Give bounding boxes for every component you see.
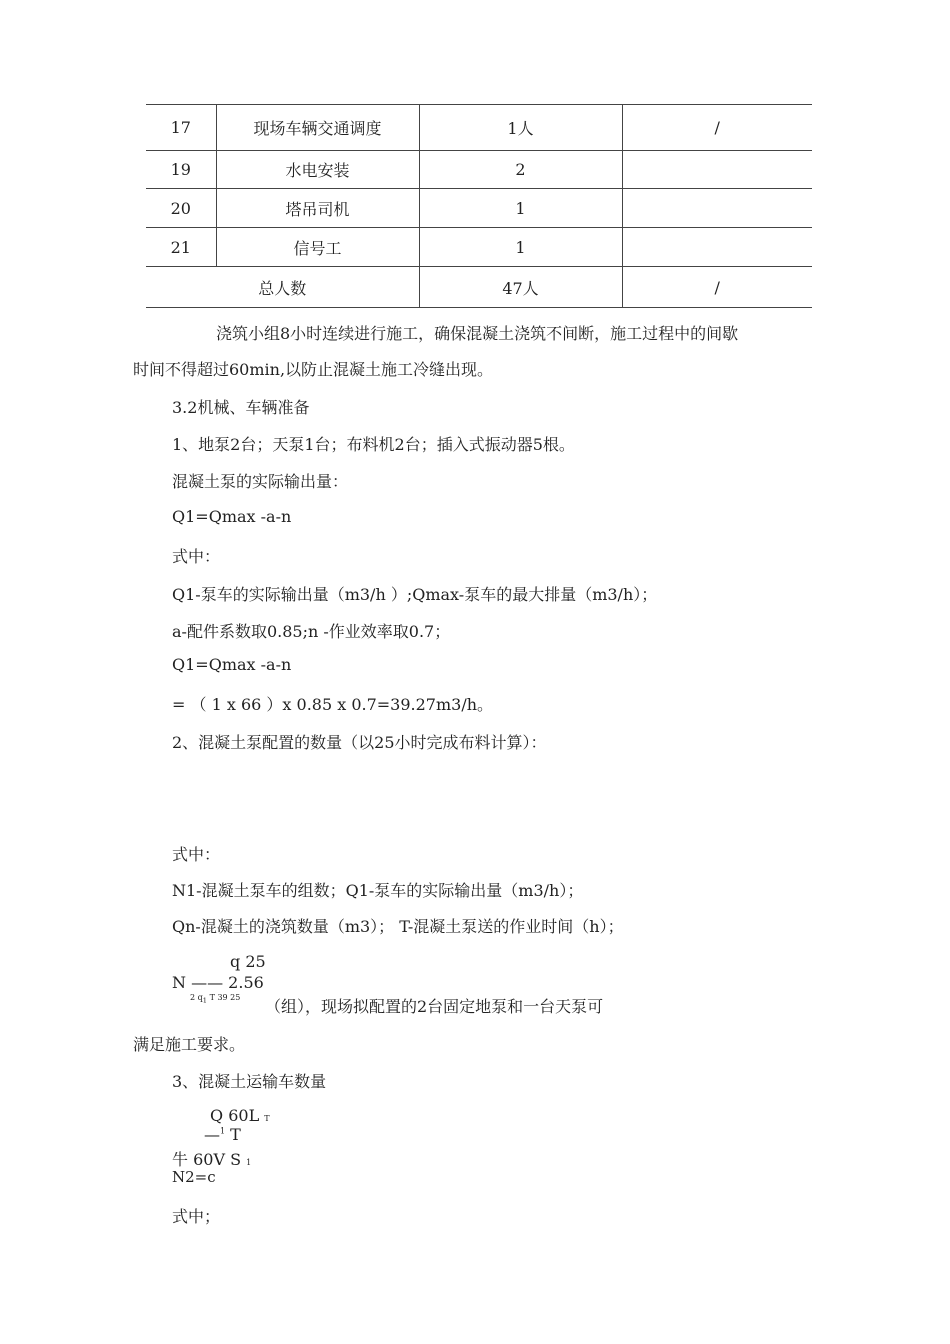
row-count: 1人 xyxy=(419,105,622,151)
row-count: 2 xyxy=(419,151,622,189)
table-total-row xyxy=(146,267,812,308)
section-heading: 3.2机械、车辆准备 xyxy=(172,398,310,417)
equation-numerator: q 25 xyxy=(230,952,266,971)
table-row xyxy=(146,189,812,228)
row-note xyxy=(622,151,812,189)
staff-table xyxy=(146,104,812,308)
definition-line: Qn-混凝土的浇筑数量（m3）； T-混凝土泵送的作业时间（h）； xyxy=(172,917,624,936)
row-count: 1 xyxy=(419,228,622,267)
row-item: 信号工 xyxy=(216,228,419,267)
row-item: 现场车辆交通调度 xyxy=(216,105,419,151)
formula-line: Q 60L T xyxy=(210,1106,270,1125)
formula: Q1=Qmax -a-n xyxy=(172,507,292,526)
formula-line: N2=c xyxy=(172,1168,216,1186)
table-row xyxy=(146,228,812,267)
paragraph-line: 时间不得超过60min,以防止混凝土施工冷缝出现。 xyxy=(133,360,494,379)
row-note: / xyxy=(622,105,812,151)
row-item: 水电安装 xyxy=(216,151,419,189)
text-line: 式中； xyxy=(172,1207,221,1226)
row-number: 21 xyxy=(146,228,216,267)
total-count: 47人 xyxy=(419,267,622,308)
total-label: 总人数 xyxy=(146,267,419,308)
row-note xyxy=(622,228,812,267)
calculation: = （ 1 x 66 ）x 0.85 x 0.7=39.27m3/h。 xyxy=(172,695,494,714)
list-item: 3、混凝土运输车数量 xyxy=(172,1072,327,1091)
row-note xyxy=(622,189,812,228)
row-item: 塔吊司机 xyxy=(216,189,419,228)
text-line: 式中： xyxy=(172,845,221,864)
row-number: 17 xyxy=(146,105,216,151)
formula-line: —$^1$ T xyxy=(204,1125,241,1144)
paragraph-line: 满足施工要求。 xyxy=(133,1035,246,1054)
row-count: 1 xyxy=(419,189,622,228)
row-number: 20 xyxy=(146,189,216,228)
text-line: 式中： xyxy=(172,547,221,566)
definition-line: N1-混凝土泵车的组数；Q1-泵车的实际输出量（m3/h）； xyxy=(172,881,584,900)
definition-line: a-配件系数取0.85;n -作业效率取0.7； xyxy=(172,622,451,641)
formula-line: 牛 60V S 1 xyxy=(172,1150,252,1169)
paragraph-line: 浇筑小组8小时连续进行施工，确保混凝土浇筑不间断，施工过程中的间歇 xyxy=(216,324,739,343)
total-note: / xyxy=(622,267,812,308)
definition-line: Q1-泵车的实际输出量（m3/h ）;Qmax-泵车的最大排量（m3/h）； xyxy=(172,585,658,604)
row-number: 19 xyxy=(146,151,216,189)
table-row xyxy=(146,105,812,151)
table-row xyxy=(146,151,812,189)
list-item: 2、混凝土泵配置的数量（以25小时完成布料计算）： xyxy=(172,733,547,752)
equation-subscript: 2 $q_1$ T 39 25 xyxy=(190,993,241,1005)
equation-text: （组），现场拟配置的2台固定地泵和一台天泵可 xyxy=(265,997,604,1016)
equation-main: N —— 2.56 xyxy=(172,973,264,992)
formula: Q1=Qmax -a-n xyxy=(172,655,292,674)
text-line: 混凝土泵的实际输出量： xyxy=(172,472,349,491)
list-item: 1、地泵2台；天泵1台；布料机2台；插入式振动器5根。 xyxy=(172,435,575,454)
